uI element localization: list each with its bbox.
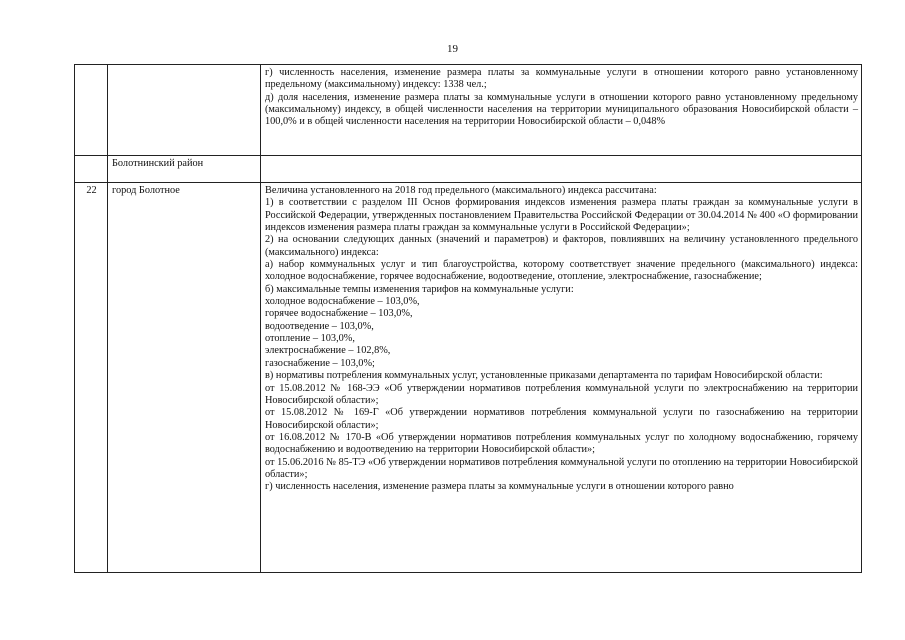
paragraph: 2) на основании следующих данных (значений и параметров) и факторов, повлиявших на величину установленного предельного (максимального) индекса:: [265, 234, 858, 258]
row-number-cell: [75, 65, 108, 156]
tariff-line: отопление – 103,0%,: [265, 333, 355, 345]
municipality-name-cell: [108, 65, 261, 156]
page-number: 19: [447, 43, 458, 55]
row-number-cell: [75, 156, 108, 183]
table-row-district: [75, 156, 862, 183]
description-cell: [261, 65, 862, 156]
order-reference: от 15.06.2016 № 85-ТЭ «Об утверждении нормативов потребления коммунальной услуги по отоплению на территории Новосибирской области»;: [265, 456, 858, 480]
order-reference: от 15.08.2012 № 169-Г «Об утверждении нормативов потребления коммунальной услуги по газоснабжению на территории Новосибирской области»;: [265, 407, 858, 431]
order-reference: от 16.08.2012 № 170-В «Об утверждении нормативов потребления коммунальных услуг по холодному водоснабжению, горячему водоснабжению и водоотведению на территории Новосибирской области»;: [265, 431, 858, 456]
paragraph: г) численность населения, изменение размера платы за коммунальные услуги в отношении которого равно: [265, 481, 734, 493]
paragraph: г) численность населения, изменение размера платы за коммунальные услуги в отношении которого равно установленному предельному (максимальному) индексу: 1338 чел.;: [265, 67, 858, 91]
description-cell: [261, 156, 862, 183]
tariff-line: электроснабжение – 102,8%,: [265, 345, 391, 357]
paragraph: в) нормативы потребления коммунальных услуг, установленные приказами департамента по тарифам Новосибирской области:: [265, 370, 823, 382]
tariff-line: водоотведение – 103,0%,: [265, 320, 374, 332]
municipality-name-cell: город Болотное: [108, 183, 261, 573]
paragraph: 1) в соответствии с разделом III Основ формирования индексов изменения размера платы граждан за коммунальные услуги в Российской Федерации, утвержденных постановлением Правительства Российской Федерации от 30.04.2014 № 400 «О формировании индексов изменения размера платы граждан за коммунальные услуги в Российской Федерации»;: [265, 197, 858, 234]
paragraph: Величина установленного на 2018 год предельного (максимального) индекса рассчитана:: [265, 185, 657, 196]
tariff-line: газоснабжение – 103,0%;: [265, 357, 375, 369]
row-number-cell: 22: [75, 183, 108, 573]
paragraph: д) доля населения, изменение размера платы за коммунальные услуги в отношении которого равно установленному предельному (максимальному) индексу, в общей численности населения на территории муниципального образования Новосибирской области – 100,0% и в общей численности населения на территории Новосибирской области – 0,048%: [265, 91, 858, 128]
description-cell: [261, 183, 862, 573]
table-row-continuation: [75, 65, 862, 156]
order-reference: от 15.08.2012 № 168-ЭЭ «Об утверждении нормативов потребления коммунальной услуги по электроснабжению на территории Новосибирской области»;: [265, 382, 858, 406]
district-name-cell: Болотнинский район: [108, 156, 261, 183]
paragraph: а) набор коммунальных услуг и тип благоустройства, которому соответствует значение предельного (максимального) индекса: холодное водоснабжение, горячее водоснабжение, водоотведение, отопление, электроснабжение, газоснабжение;: [265, 259, 858, 283]
paragraph: б) максимальные темпы изменения тарифов на коммунальные услуги:: [265, 283, 574, 295]
table-row-municipality: [75, 183, 862, 573]
tariff-line: холодное водоснабжение – 103,0%,: [265, 296, 420, 308]
index-table: [74, 64, 862, 573]
tariff-line: горячее водоснабжение – 103,0%,: [265, 308, 413, 320]
